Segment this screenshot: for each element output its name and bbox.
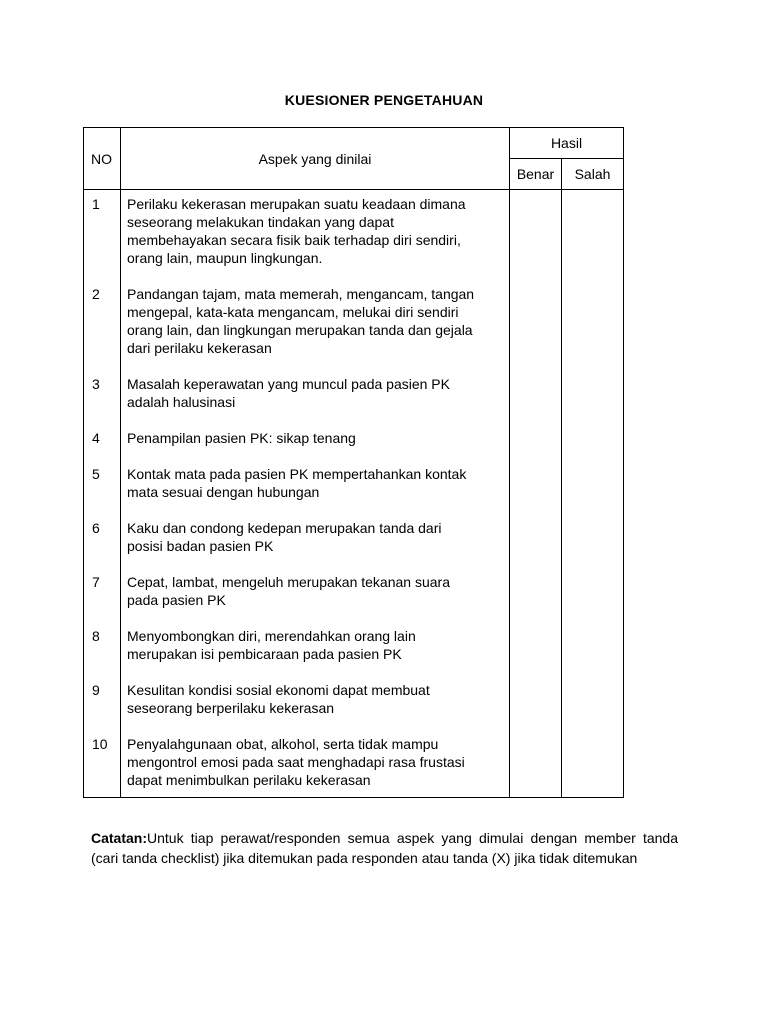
item-text-line: seseorang berperilaku kekerasan bbox=[127, 700, 335, 716]
note-label: Catatan: bbox=[91, 830, 148, 846]
item-text-line: Kesulitan kondisi sosial ekonomi dapat membuat bbox=[127, 682, 430, 698]
item-text-line: seseorang melakukan tindakan yang dapat bbox=[127, 214, 394, 230]
header-salah: Salah bbox=[562, 159, 624, 190]
item-text-line: dapat menimbulkan perilaku kekerasan bbox=[127, 772, 371, 788]
item-number: 2 bbox=[92, 286, 100, 302]
item-texts bbox=[121, 190, 509, 789]
item-number: 10 bbox=[92, 736, 108, 752]
item-text-line: adalah halusinasi bbox=[127, 394, 236, 410]
item-text-line: dari perilaku kekerasan bbox=[127, 340, 272, 356]
item-text-line: mengontrol emosi pada saat menghadapi rasa frustasi bbox=[127, 754, 465, 770]
item-numbers bbox=[84, 190, 120, 789]
item-text-line: pada pasien PK bbox=[127, 592, 226, 608]
item-text-line: Penampilan pasien PK: sikap tenang bbox=[127, 430, 356, 446]
item-text-line: Perilaku kekerasan merupakan suatu keadaan dimana bbox=[127, 196, 466, 212]
item-text-line: Masalah keperawatan yang muncul pada pasien PK bbox=[127, 376, 450, 392]
item-text-line: orang lain, dan lingkungan merupakan tanda dan gejala bbox=[127, 322, 473, 338]
header-hasil: Hasil bbox=[510, 128, 624, 159]
benar-answer-cell[interactable] bbox=[510, 190, 562, 798]
item-text-line: Pandangan tajam, mata memerah, mengancam, tangan bbox=[127, 286, 475, 302]
item-text-line: mengepal, kata-kata mengancam, melukai diri sendiri bbox=[127, 304, 459, 320]
item-text-line: Cepat, lambat, mengeluh merupakan tekanan suara bbox=[127, 574, 450, 590]
item-text-line: Menyombongkan diri, merendahkan orang lain bbox=[127, 628, 416, 644]
item-number: 6 bbox=[92, 520, 100, 536]
item-number: 7 bbox=[92, 574, 100, 590]
aspek-column bbox=[121, 190, 510, 798]
item-text-line: mata sesuai dengan hubungan bbox=[127, 484, 320, 500]
item-number: 8 bbox=[92, 628, 100, 644]
item-number: 9 bbox=[92, 682, 100, 698]
item-text-line: Kontak mata pada pasien PK mempertahankan kontak bbox=[127, 466, 467, 482]
item-text-line: membehayakan secara fisik baik terhadap diri sendiri, bbox=[127, 232, 461, 248]
number-column bbox=[84, 190, 121, 798]
item-text-line: orang lain, maupun lingkungan. bbox=[127, 250, 323, 266]
item-number: 3 bbox=[92, 376, 100, 392]
item-text-line: Penyalahgunaan obat, alkohol, serta tidak mampu bbox=[127, 736, 439, 752]
header-no: NO bbox=[84, 128, 121, 190]
item-number: 5 bbox=[92, 466, 100, 482]
page-title: KUESIONER PENGETAHUAN bbox=[284, 92, 484, 108]
header-benar: Benar bbox=[510, 159, 562, 190]
note bbox=[91, 828, 678, 868]
item-text-line: Kaku dan condong kedepan merupakan tanda dari bbox=[127, 520, 442, 536]
item-number: 4 bbox=[92, 430, 100, 446]
note-text: Untuk tiap perawat/responden semua aspek yang dimulai dengan member tanda (cari tanda checklist) jika ditemukan pada responden atau tanda (X) jika tidak ditemukan bbox=[91, 830, 678, 866]
item-text-line: merupakan isi pembicaraan pada pasien PK bbox=[127, 646, 402, 662]
salah-answer-cell[interactable] bbox=[562, 190, 624, 798]
item-text-line: posisi badan pasien PK bbox=[127, 538, 274, 554]
questionnaire-table bbox=[83, 127, 624, 798]
header-aspek: Aspek yang dinilai bbox=[121, 128, 510, 190]
item-number: 1 bbox=[92, 196, 100, 212]
